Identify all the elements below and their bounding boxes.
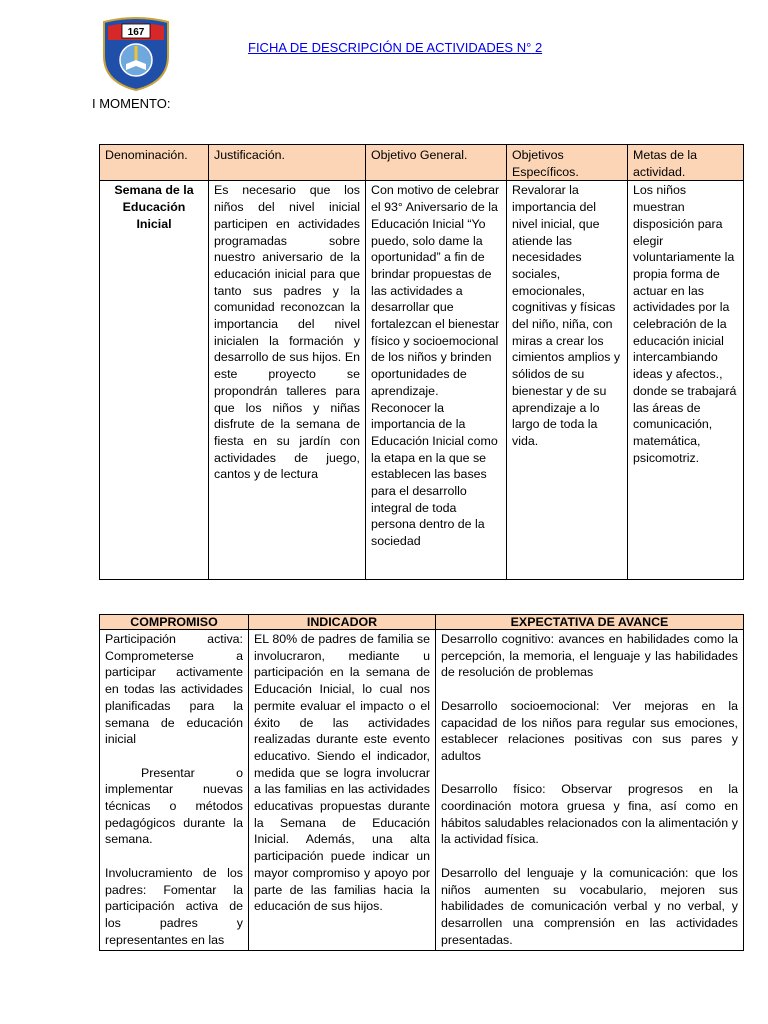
- table-row: [100, 630, 744, 951]
- expectativa-paragraph: Desarrollo cognitivo: avances en habilidades como la percepción, la memoria, el lenguaje y las habilidades de resolución de problemas: [441, 632, 738, 680]
- cell-indicador: EL 80% de padres de familia se involucraron, mediante u participación en la semana de Educación Inicial, lo cual nos permite evaluar el impacto o el éxito de las actividades realizadas durante este evento educativo. Siendo el indicador, medida que se logra involucrar a las familias en las actividades educativas propuestas durante la Semana de Educación Inicial. Además, una alta participación puede indicar un mayor compromiso y apoyo por parte de las familias hacia la educación de sus hijos.: [249, 630, 436, 951]
- compromiso-paragraph: Involucramiento de los padres: Fomentar la participación activa de los padres y representantes en las: [105, 865, 243, 947]
- cell-objetivo-general: Con motivo de celebrar el 93° Aniversario de la Educación Inicial “Yo puedo, solo dame la oportunidad” a fin de brindar propuestas de las actividades a desarrollar que fortalezcan el bienestar físico y socioemocional de los niños y brinden oportunidades de aprendizaje. Reconocer la importancia de la Educación Inicial como la etapa en la que se establecen las bases para el desarrollo integral de toda persona dentro de la sociedad: [366, 181, 507, 580]
- header-denominacion: Denominación.: [100, 145, 209, 181]
- expectativa-paragraph: Desarrollo físico: Observar progresos en la coordinación motora gruesa y fina, así como en hábitos saludables relacionados con la alimentación y la actividad física.: [441, 782, 738, 847]
- cell-expectativa: [436, 630, 744, 951]
- crest-number: 167: [127, 27, 145, 38]
- cell-justificacion: Es necesario que los niños del nivel inicial participen en actividades programadas sobre nuestro aniversario de la educación inicial para que tanto sus padres y la comunidad reconozcan la importancia del nivel inicialen la formación y desarrollo de sus hijos. En este proyecto se propondrán talleres para que los niños y niñas disfrute de la semana de fiesta en su jardín con actividades de juego, cantos y de lectura: [209, 181, 366, 580]
- table-header-row: [100, 615, 744, 630]
- compromiso-paragraph: Presentar o implementar nuevas técnicas o métodos pedagógicos durante la semana.: [105, 765, 243, 847]
- cell-compromiso: [100, 630, 249, 951]
- cell-objetivos-especificos: Revalorar la importancia del nivel inicial, que atiende las necesidades sociales, emocionales, cognitivas y físicas del niño, niña, con miras a crear los cimientos amplios y sólidos de su bienestar y de su aprendizaje a lo largo de toda la vida.: [507, 181, 628, 580]
- school-crest-logo: [100, 16, 172, 92]
- header-objetivos-especificos: Objetivos Específicos.: [507, 145, 628, 181]
- expectativa-paragraph: Desarrollo del lenguaje y la comunicación: que los niños aumenten su vocabulario, mejoren sus habilidades de comunicación verbal y no verbal, y desarrollen una comprensión en las actividades presentadas.: [441, 865, 738, 947]
- commitment-table: [99, 614, 744, 951]
- document-title: FICHA DE DESCRIPCIÓN DE ACTIVIDADES N° 2: [248, 40, 543, 55]
- header-expectativa: EXPECTATIVA DE AVANCE: [436, 615, 744, 630]
- table-row: [100, 181, 744, 580]
- document-number: 2: [534, 40, 543, 55]
- header-metas: Metas de la actividad.: [628, 145, 744, 181]
- moment-label: I MOMENTO:: [92, 96, 171, 111]
- table-header-row: [100, 145, 744, 181]
- cell-denominacion: Semana de la Educación Inicial: [100, 181, 209, 580]
- header-objetivo-general: Objetivo General.: [366, 145, 507, 181]
- compromiso-paragraph: Participación activa: Comprometerse a participar activamente en todas las actividades planificadas para la semana de educación inicial: [105, 632, 243, 747]
- header-justificacion: Justificación.: [209, 145, 366, 181]
- activity-description-table: [99, 144, 744, 580]
- header-indicador: INDICADOR: [249, 615, 436, 630]
- expectativa-paragraph: Desarrollo socioemocional: Ver mejoras en la capacidad de los niños para regular sus emociones, establecer relaciones positivas con sus pares y adultos: [441, 698, 738, 763]
- cell-metas: Los niños muestran disposición para elegir voluntariamente la propia forma de actuar en las actividades por la celebración de la educación inicial intercambiando ideas y afectos., donde se trabajará las áreas de comunicación, matemática, psicomotriz.: [628, 181, 744, 580]
- header-compromiso: COMPROMISO: [100, 615, 249, 630]
